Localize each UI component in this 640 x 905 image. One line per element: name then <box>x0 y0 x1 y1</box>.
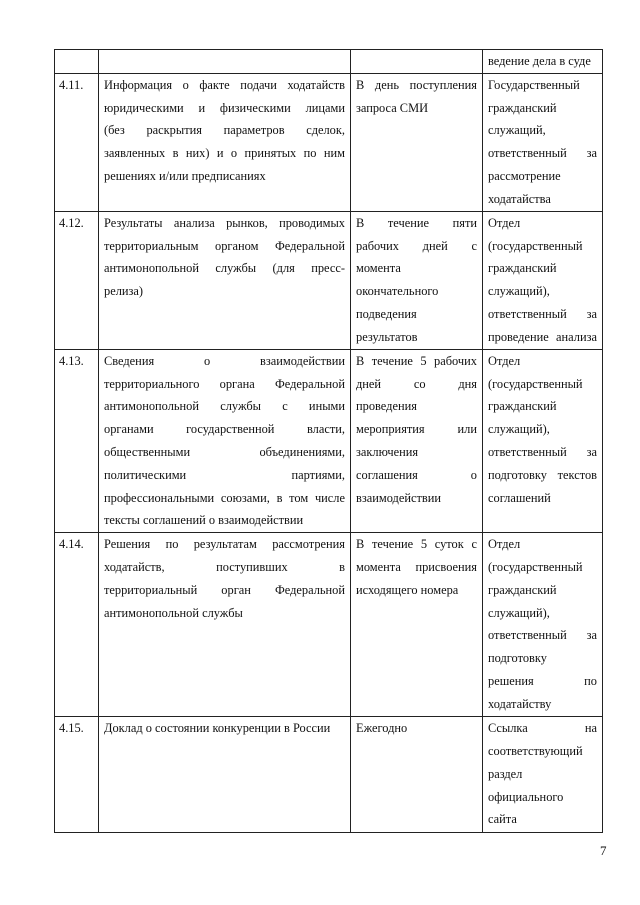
responsible-cell <box>483 349 603 532</box>
deadline-line: В течение пяти <box>356 215 477 230</box>
deadline-line: проведения <box>356 399 417 414</box>
responsible-line: Отдел <box>488 537 521 552</box>
responsible-line: Отдел <box>488 353 521 368</box>
content-line: антимонопольной службы (для пресс- <box>104 261 345 276</box>
responsible-line: рассмотрение <box>488 168 561 183</box>
responsible-line: официального <box>488 789 564 804</box>
deadline-line: исходящего номера <box>356 582 459 597</box>
responsible-line: соответствующий <box>488 743 583 758</box>
content-line: антимонопольной службы <box>104 605 243 620</box>
responsible-line: гражданский <box>488 399 557 414</box>
document-table <box>54 49 603 833</box>
deadline-line: мероприятия или <box>356 422 477 437</box>
responsible-line: служащий), <box>488 284 550 299</box>
responsible-cell <box>483 211 603 349</box>
deadline-line: В течение 5 рабочих <box>356 353 477 368</box>
deadline-line: дней со дня <box>356 376 477 391</box>
deadline-line: запроса СМИ <box>356 100 429 115</box>
deadline-cell <box>351 73 483 211</box>
table-row <box>55 533 603 717</box>
responsible-line: соглашений <box>488 490 551 505</box>
content-line: тексты соглашений о взаимодействии <box>104 513 304 528</box>
table-row <box>55 73 603 211</box>
deadline-line: взаимодействии <box>356 490 442 505</box>
row-number-cell: 4.14. <box>55 533 99 717</box>
responsible-line: служащий), <box>488 605 550 620</box>
content-line: Доклад о состоянии конкуренции в России <box>104 721 331 736</box>
responsible-line: раздел <box>488 766 523 781</box>
content-line: ходатайств, поступивших в <box>104 559 345 574</box>
deadline-cell <box>351 533 483 717</box>
content-line: профессиональными союзами, в том числе <box>104 490 345 505</box>
responsible-cell <box>483 533 603 717</box>
row-number-cell: 4.12. <box>55 211 99 349</box>
responsible-line: сайта <box>488 812 517 827</box>
responsible-line: проведение анализа <box>488 329 597 344</box>
responsible-line: Ссылка на <box>488 721 597 736</box>
deadline-line: В течение 5 суток с <box>356 537 477 552</box>
content-line: (без раскрытия параметров сделок, <box>104 123 345 138</box>
responsible-line: (государственный <box>488 559 583 574</box>
row-number-cell: 4.11. <box>55 73 99 211</box>
information-cell <box>99 73 351 211</box>
deadline-line: В день поступления <box>356 77 477 92</box>
responsible-line: служащий), <box>488 422 550 437</box>
responsible-line: подготовку <box>488 651 547 666</box>
information-cell <box>99 533 351 717</box>
information-cell <box>99 717 351 833</box>
responsible-line: подготовку текстов <box>488 467 597 482</box>
table-row <box>55 717 603 833</box>
deadline-line: момента присвоения <box>356 559 477 574</box>
deadline-cell <box>351 50 483 74</box>
content-line: решениях и/или предписаниях <box>104 168 266 183</box>
responsible-cell <box>483 50 603 74</box>
content-line: релиза) <box>104 284 144 299</box>
content-line: территориальный орган Федеральной <box>104 582 345 597</box>
information-cell <box>99 349 351 532</box>
table-row <box>55 211 603 349</box>
content-line: Решения по результатам рассмотрения <box>104 537 345 552</box>
row-number-cell: 4.15. <box>55 717 99 833</box>
content-line: политическими партиями, <box>104 467 345 482</box>
row-number-cell <box>55 50 99 74</box>
content-line: территориального органа Федеральной <box>104 376 345 391</box>
content-line: Информация о факте подачи ходатайств <box>104 77 345 92</box>
responsible-cell <box>483 717 603 833</box>
content-line: органами государственной власти, <box>104 422 345 437</box>
responsible-line: (государственный <box>488 238 583 253</box>
responsible-line: ведение дела в суде <box>488 54 591 68</box>
deadline-line: соглашения о <box>356 467 477 482</box>
deadline-line: заключения <box>356 444 419 459</box>
deadline-line: Ежегодно <box>356 721 408 736</box>
information-cell <box>99 50 351 74</box>
content-line: антимонопольной службы с иными <box>104 399 345 414</box>
deadline-cell <box>351 211 483 349</box>
table-row <box>55 50 603 74</box>
content-line: заявленных в них) и о принятых по ним <box>104 146 345 161</box>
deadline-line: окончательного <box>356 284 439 299</box>
responsible-line: ходатайству <box>488 696 552 711</box>
content-line: Сведения о взаимодействии <box>104 353 345 368</box>
responsible-line: гражданский <box>488 582 557 597</box>
responsible-line: Государственный <box>488 77 580 92</box>
responsible-line: Отдел <box>488 215 521 230</box>
content-line: Результаты анализа рынков, проводимых <box>104 215 345 230</box>
responsible-line: ответственный за <box>488 306 597 321</box>
responsible-line: ответственный за <box>488 146 597 161</box>
responsible-line: гражданский <box>488 100 557 115</box>
deadline-line: рабочих дней с <box>356 238 477 253</box>
responsible-line: ходатайства <box>488 191 551 206</box>
deadline-cell <box>351 349 483 532</box>
responsible-line: служащий, <box>488 123 546 138</box>
deadline-line: подведения <box>356 306 417 321</box>
responsible-line: (государственный <box>488 376 583 391</box>
deadline-line: результатов <box>356 329 418 344</box>
responsible-line: решения по <box>488 673 597 688</box>
content-line: общественными объединениями, <box>104 444 345 459</box>
responsible-cell <box>483 73 603 211</box>
responsible-line: ответственный за <box>488 444 597 459</box>
table-row <box>55 349 603 532</box>
deadline-cell <box>351 717 483 833</box>
responsible-line: ответственный за <box>488 628 597 643</box>
responsible-line: гражданский <box>488 261 557 276</box>
row-number-cell: 4.13. <box>55 349 99 532</box>
table-body <box>55 50 603 833</box>
page-number: 7 <box>600 843 607 858</box>
deadline-line: момента <box>356 261 401 276</box>
content-line: территориальным органом Федеральной <box>104 238 345 253</box>
information-cell <box>99 211 351 349</box>
content-line: юридическими и физическими лицами <box>104 100 345 115</box>
